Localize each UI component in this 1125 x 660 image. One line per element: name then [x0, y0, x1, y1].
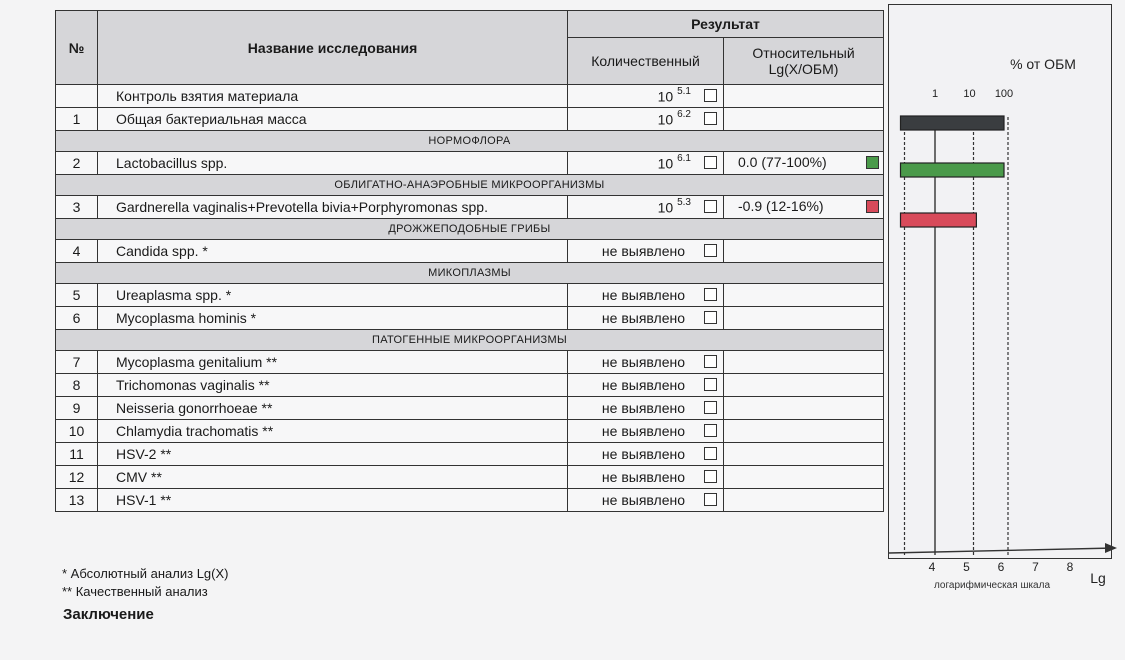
- quantitative-exponent: 6.1: [677, 153, 691, 164]
- relative-cell: [724, 466, 884, 489]
- quantitative-value: [658, 155, 691, 172]
- table-row: [56, 443, 884, 466]
- quantitative-cell: [568, 240, 724, 263]
- checkbox[interactable]: [704, 378, 717, 391]
- relative-cell: [724, 240, 884, 263]
- quantitative-cell: [568, 374, 724, 397]
- table-row: [56, 489, 884, 512]
- results-table: [55, 10, 884, 512]
- row-number: 10: [56, 420, 98, 443]
- section-label: МИКОПЛАЗМЫ: [56, 263, 884, 284]
- row-number: 13: [56, 489, 98, 512]
- footnote-qualitative: ** Качественный анализ: [62, 584, 208, 599]
- relative-cell: [724, 489, 884, 512]
- relative-cell: [724, 152, 884, 175]
- row-number: 5: [56, 284, 98, 307]
- footnote-absolute: * Абсолютный анализ Lg(X): [62, 566, 229, 581]
- relative-cell: [724, 284, 884, 307]
- header-quantitative: Количественный: [568, 38, 724, 85]
- quantitative-base: 10: [657, 199, 674, 216]
- quantitative-cell: [568, 196, 724, 219]
- row-number: 3: [56, 196, 98, 219]
- relative-cell: [724, 374, 884, 397]
- checkbox[interactable]: [704, 112, 717, 125]
- color-indicator: [866, 200, 879, 213]
- section-row: [56, 263, 884, 284]
- section-row: [56, 330, 884, 351]
- section-label: НОРМОФЛОРА: [56, 131, 884, 152]
- test-name: Ureaplasma spp. *: [98, 284, 568, 307]
- scale-caption: логарифмическая шкала: [933, 580, 1051, 591]
- quantitative-exponent: 6.2: [677, 109, 691, 120]
- quantitative-base: 10: [657, 155, 674, 172]
- row-number: 6: [56, 307, 98, 330]
- checkbox[interactable]: [704, 355, 717, 368]
- quantitative-value: не выявлено: [601, 287, 685, 303]
- section-label: ДРОЖЖЕПОДОБНЫЕ ГРИБЫ: [56, 219, 884, 240]
- table-row: [56, 466, 884, 489]
- quantitative-cell: [568, 489, 724, 512]
- quantitative-value: не выявлено: [601, 310, 685, 326]
- checkbox[interactable]: [704, 424, 717, 437]
- header-name: Название исследования: [98, 11, 568, 85]
- quantitative-base: 10: [657, 88, 674, 105]
- log-scale-chart: [888, 4, 1112, 591]
- test-name: Mycoplasma genitalium **: [98, 351, 568, 374]
- relative-value: -0.9 (12-16%): [738, 198, 824, 214]
- section-label: ПАТОГЕННЫЕ МИКРООРГАНИЗМЫ: [56, 330, 884, 351]
- test-name: HSV-2 **: [98, 443, 568, 466]
- table-body: [56, 85, 884, 512]
- x-tick-label: 7: [1032, 560, 1039, 574]
- quantitative-value: [658, 88, 691, 105]
- header-relative-line2: Lg(X/ОБМ): [768, 61, 839, 77]
- relative-cell: [724, 351, 884, 374]
- quantitative-value: не выявлено: [601, 423, 685, 439]
- checkbox[interactable]: [704, 447, 717, 460]
- section-label: ОБЛИГАТНО-АНАЭРОБНЫЕ МИКРООРГАНИЗМЫ: [56, 175, 884, 196]
- color-indicator: [866, 156, 879, 169]
- row-number: 2: [56, 152, 98, 175]
- quantitative-cell: [568, 420, 724, 443]
- quantitative-cell: [568, 443, 724, 466]
- table-row: [56, 108, 884, 131]
- conclusion-heading: Заключение: [63, 606, 154, 623]
- relative-cell: [724, 108, 884, 131]
- quantitative-cell: [568, 307, 724, 330]
- test-name: Candida spp. *: [98, 240, 568, 263]
- table-row: [56, 307, 884, 330]
- log-scale-svg: [889, 5, 1111, 591]
- row-number: 9: [56, 397, 98, 420]
- quantitative-value: не выявлено: [601, 492, 685, 508]
- test-name: Neisseria gonorrhoeae **: [98, 397, 568, 420]
- checkbox[interactable]: [704, 244, 717, 257]
- table-row: [56, 284, 884, 307]
- table-row: [56, 397, 884, 420]
- table-row: [56, 196, 884, 219]
- x-tick-label: 6: [997, 560, 1005, 574]
- checkbox[interactable]: [704, 401, 717, 414]
- section-row: [56, 175, 884, 196]
- relative-value: 0.0 (77-100%): [738, 154, 827, 170]
- x-tick-label: 4: [928, 560, 936, 574]
- relative-cell: [724, 85, 884, 108]
- relative-cell: [724, 307, 884, 330]
- x-tick-label: 8: [1066, 560, 1074, 574]
- table-row: [56, 420, 884, 443]
- quantitative-exponent: 5.3: [677, 197, 691, 208]
- bar: [901, 213, 977, 227]
- test-name: Общая бактериальная масса: [98, 108, 568, 131]
- quantitative-value: [658, 111, 691, 128]
- checkbox[interactable]: [704, 200, 717, 213]
- section-row: [56, 131, 884, 152]
- quantitative-cell: [568, 397, 724, 420]
- x-axis: [889, 548, 1115, 553]
- row-number: 11: [56, 443, 98, 466]
- test-name: HSV-1 **: [98, 489, 568, 512]
- header-num: №: [56, 11, 98, 85]
- quantitative-cell: [568, 108, 724, 131]
- quantitative-value: не выявлено: [601, 377, 685, 393]
- table-row: [56, 85, 884, 108]
- table-row: [56, 351, 884, 374]
- quantitative-value: [658, 199, 691, 216]
- quantitative-value: не выявлено: [601, 354, 685, 370]
- test-name: Lactobacillus spp.: [98, 152, 568, 175]
- row-number: 1: [56, 108, 98, 131]
- quantitative-cell: [568, 85, 724, 108]
- test-name: Chlamydia trachomatis **: [98, 420, 568, 443]
- test-name: Gardnerella vaginalis+Prevotella bivia+Porphyromonas spp.: [98, 196, 568, 219]
- table-row: [56, 240, 884, 263]
- row-number: 4: [56, 240, 98, 263]
- quantitative-value: не выявлено: [601, 400, 685, 416]
- percent-tick-label: 100: [994, 88, 1014, 100]
- relative-cell: [724, 196, 884, 219]
- row-number: [56, 85, 98, 108]
- row-number: 8: [56, 374, 98, 397]
- table-row: [56, 374, 884, 397]
- quantitative-cell: [568, 351, 724, 374]
- checkbox[interactable]: [704, 89, 717, 102]
- relative-cell: [724, 443, 884, 466]
- row-number: 7: [56, 351, 98, 374]
- checkbox[interactable]: [704, 311, 717, 324]
- x-axis-label: Lg: [1090, 570, 1106, 586]
- x-axis-arrow: [1105, 543, 1117, 553]
- test-name: Mycoplasma hominis *: [98, 307, 568, 330]
- quantitative-value: не выявлено: [601, 446, 685, 462]
- bar: [901, 163, 1005, 177]
- header-relative: [724, 38, 884, 85]
- header-result: Результат: [568, 11, 884, 38]
- section-row: [56, 219, 884, 240]
- quantitative-exponent: 5.1: [677, 86, 691, 97]
- quantitative-cell: [568, 466, 724, 489]
- bar: [901, 116, 1005, 130]
- checkbox[interactable]: [704, 470, 717, 483]
- quantitative-cell: [568, 152, 724, 175]
- percent-tick-label: 10: [963, 88, 976, 100]
- checkbox[interactable]: [704, 288, 717, 301]
- table-row: [56, 152, 884, 175]
- header-relative-line1: Относительный: [752, 45, 855, 61]
- test-name: Trichomonas vaginalis **: [98, 374, 568, 397]
- quantitative-value: не выявлено: [601, 469, 685, 485]
- chart-title: % от ОБМ: [1010, 56, 1076, 72]
- checkbox[interactable]: [704, 493, 717, 506]
- relative-cell: [724, 420, 884, 443]
- checkbox[interactable]: [704, 156, 717, 169]
- quantitative-base: 10: [657, 111, 674, 128]
- test-name: Контроль взятия материала: [98, 85, 568, 108]
- test-name: CMV **: [98, 466, 568, 489]
- row-number: 12: [56, 466, 98, 489]
- quantitative-value: не выявлено: [601, 243, 685, 259]
- quantitative-cell: [568, 284, 724, 307]
- percent-tick-label: 1: [931, 88, 939, 100]
- x-tick-label: 5: [963, 560, 970, 574]
- relative-cell: [724, 397, 884, 420]
